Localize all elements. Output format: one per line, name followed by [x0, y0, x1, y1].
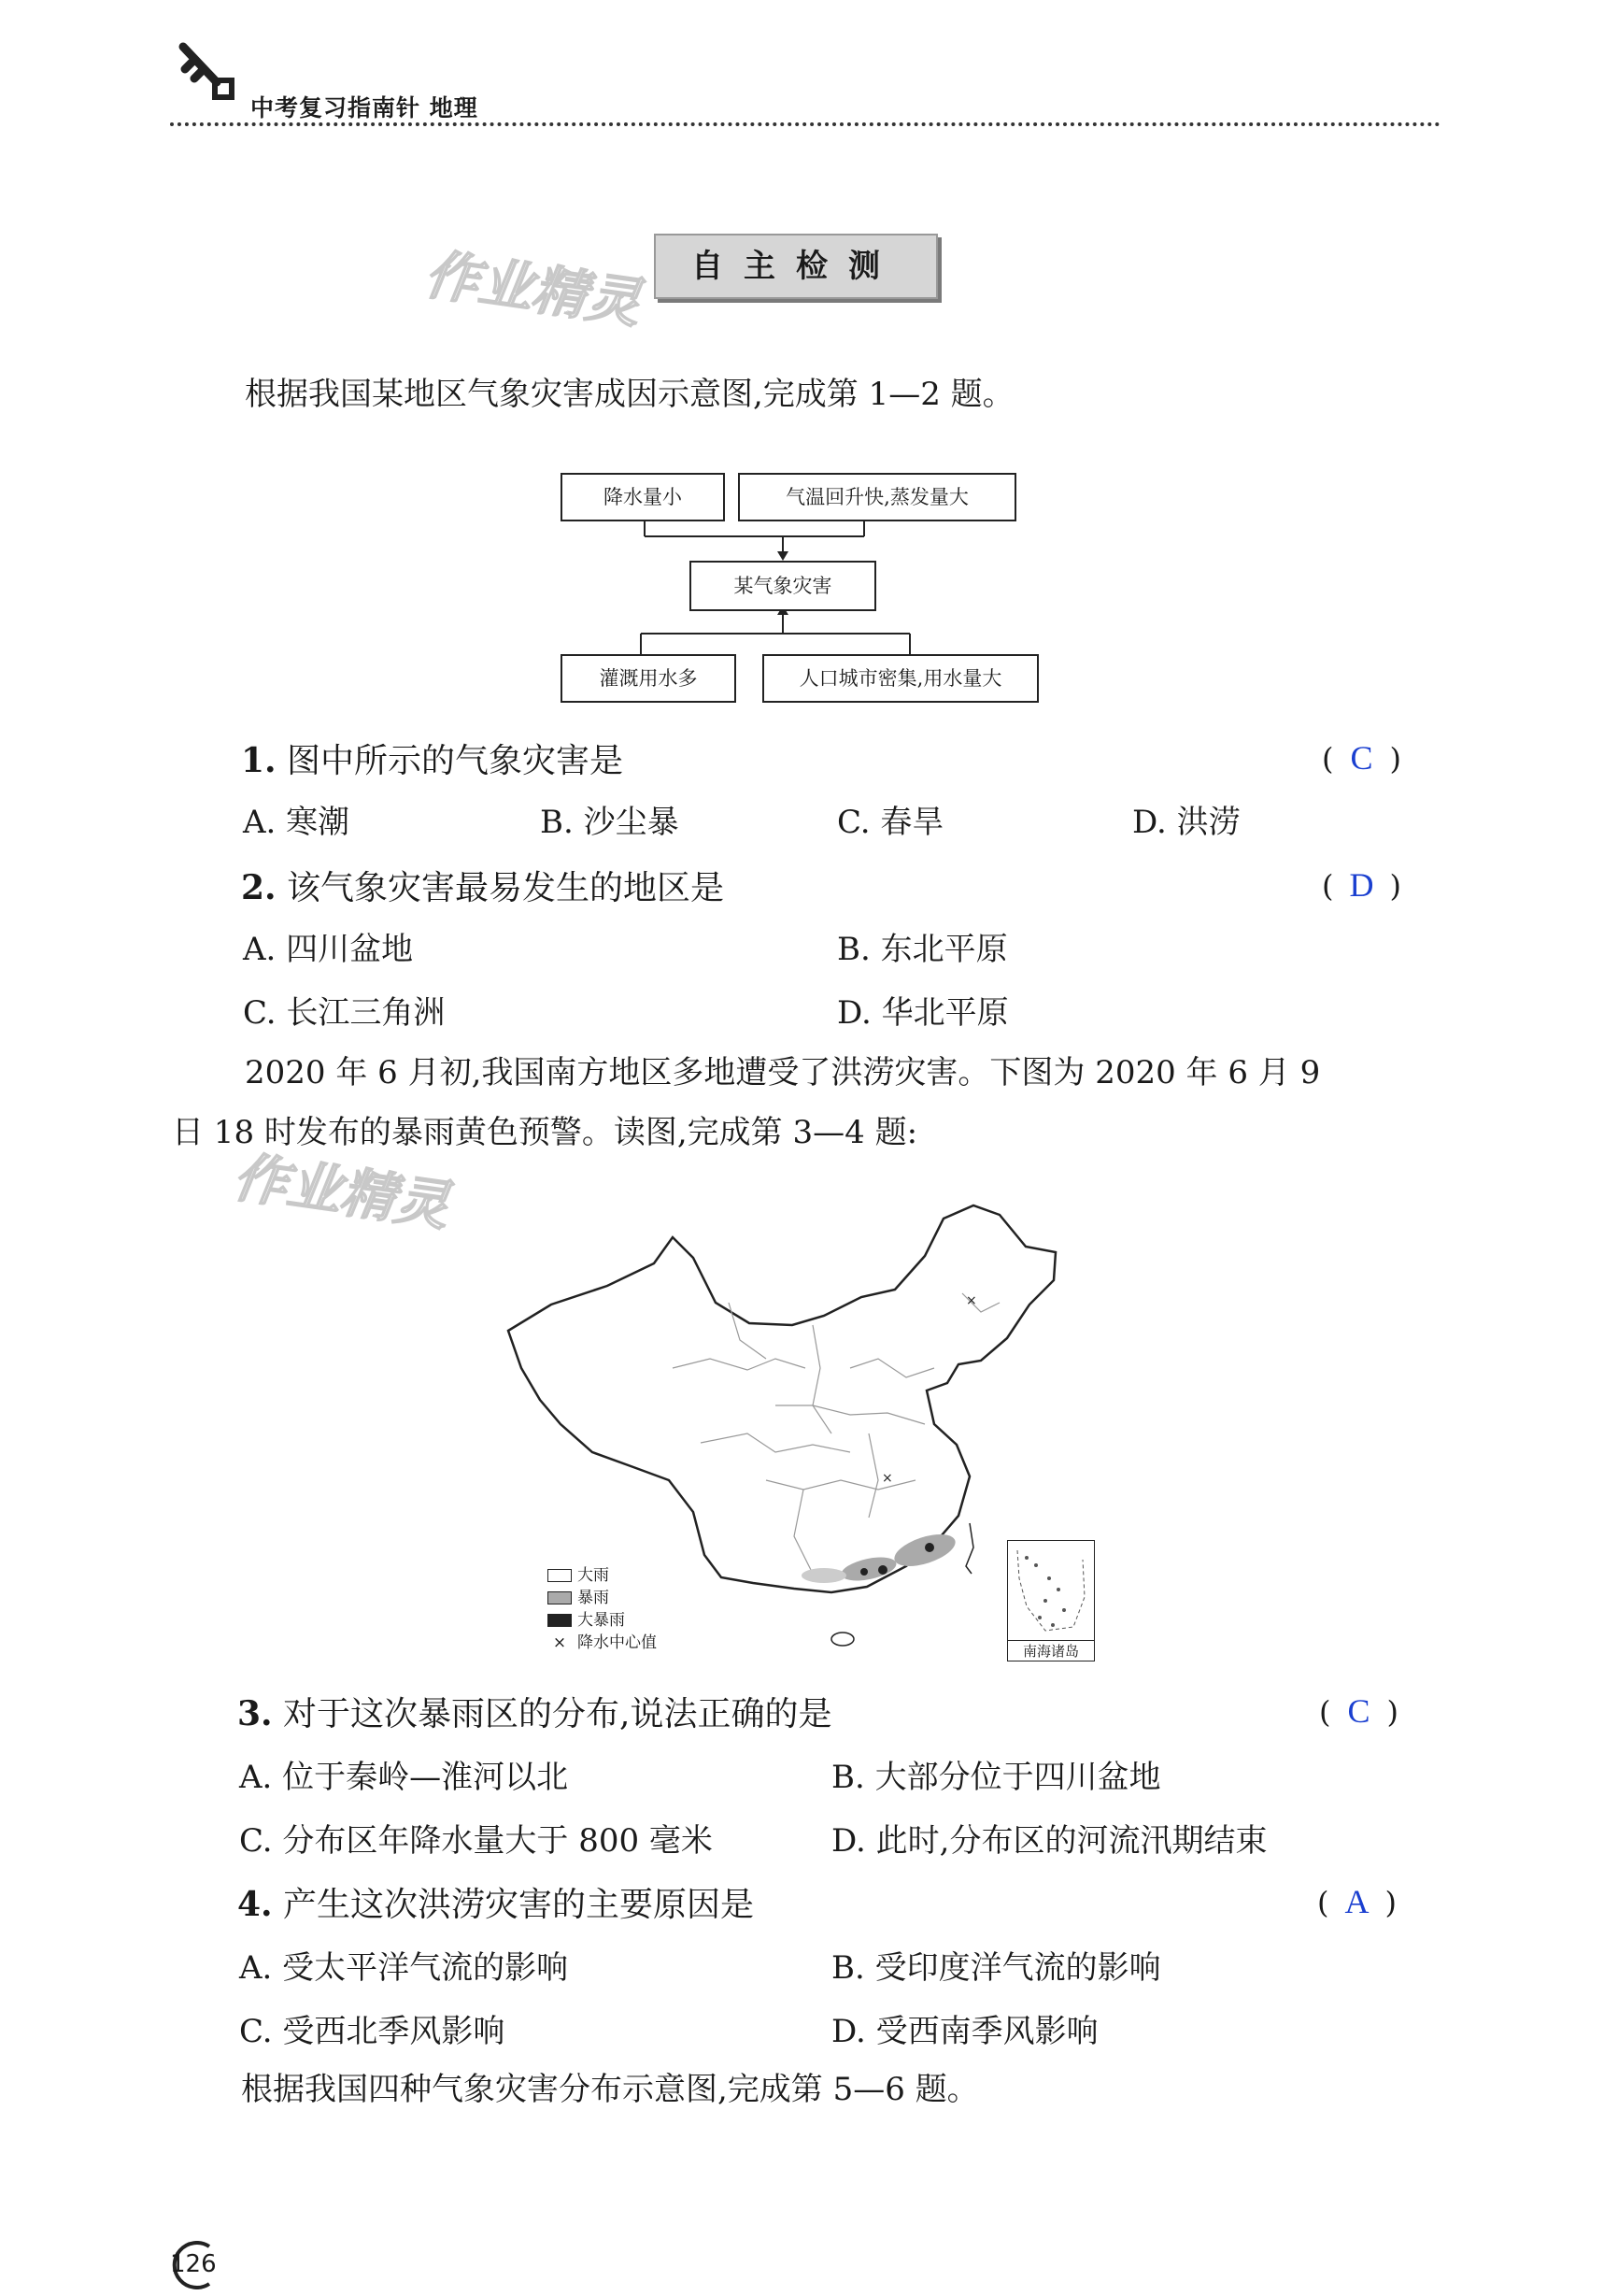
option-d: D. 受西南季风影响: [831, 2013, 1099, 2050]
page-number: 126: [170, 2250, 217, 2278]
header-title: 中考复习指南针 地理: [250, 94, 478, 121]
legend-item-heavy-rainstorm: 大暴雨: [547, 1609, 657, 1632]
option-b: B. 东北平原: [837, 931, 1008, 968]
option-a: A. 受太平洋气流的影响: [239, 1949, 569, 1987]
flow-box-irrigation: 灌溉用水多: [561, 654, 736, 703]
option-c: C. 长江三角洲: [243, 994, 446, 1032]
option-c: C. 受西北季风影响: [239, 2013, 505, 2050]
rainstorm-map: [495, 1200, 1121, 1667]
legend-swatch-gray: [547, 1591, 572, 1604]
header-divider: [170, 122, 1441, 126]
answer-letter: D: [1349, 866, 1374, 904]
flow-box-precipitation: 降水量小: [561, 473, 725, 521]
inset-label: 南海诸岛: [1008, 1640, 1094, 1661]
legend-item-center: × 降水中心值: [547, 1632, 657, 1654]
flow-box-population: 人口城市密集,用水量大: [762, 654, 1039, 703]
china-outline: [508, 1205, 1056, 1592]
option-b: B. 受印度洋气流的影响: [831, 1949, 1161, 1987]
option-d: D. 华北平原: [837, 994, 1009, 1032]
option-b: B. 大部分位于四川盆地: [831, 1759, 1161, 1796]
question-number: 1.: [241, 741, 277, 780]
question-number: 4.: [237, 1885, 273, 1924]
option-d: D. 洪涝: [1132, 804, 1241, 841]
question-2: [241, 862, 724, 909]
question-1: [241, 734, 623, 782]
answer-bracket: ( D ): [1322, 866, 1401, 904]
legend-swatch-white: [547, 1569, 572, 1582]
intro-text-1: 根据我国某地区气象灾害成因示意图,完成第 1—2 题。: [245, 376, 1015, 413]
answer-letter: C: [1350, 739, 1373, 777]
intro-text-2-line-1: 2020 年 6 月初,我国南方地区多地遭受了洪涝灾害。下图为 2020 年 6 月 9: [245, 1054, 1321, 1091]
answer-bracket: ( C ): [1322, 739, 1401, 777]
section-title: 自主检测: [654, 234, 938, 299]
answer-bracket: ( A ): [1317, 1883, 1397, 1920]
watermark: 作业精灵: [229, 1145, 453, 1238]
cross-icon: ×: [552, 1633, 567, 1652]
option-b: B. 沙尘暴: [540, 804, 679, 841]
intro-text-3: 根据我国四种气象灾害分布示意图,完成第 5—6 题。: [241, 2071, 979, 2108]
question-stem: 产生这次洪涝灾害的主要原因是: [283, 1886, 755, 1924]
flowchart: [561, 465, 1039, 705]
answer-letter: C: [1347, 1692, 1370, 1730]
page-number-badge: [159, 2241, 230, 2289]
legend-item-rainstorm: 暴雨: [547, 1587, 657, 1609]
question-number: 2.: [241, 868, 277, 907]
option-c: C. 分布区年降水量大于 800 毫米: [239, 1822, 713, 1860]
option-a: A. 位于秦岭—淮河以北: [239, 1759, 569, 1796]
option-d: D. 此时,分布区的河流汛期结束: [831, 1822, 1268, 1860]
south-china-sea-inset: [1007, 1540, 1095, 1661]
question-stem: 该气象灾害最易发生的地区是: [287, 869, 725, 907]
flow-box-disaster: 某气象灾害: [689, 561, 876, 611]
svg-text:×: ×: [966, 1293, 977, 1308]
legend-swatch-black: [547, 1614, 572, 1627]
question-4: [237, 1878, 754, 1926]
intro-text-2-line-2: 日 18 时发布的暴雨黄色预警。读图,完成第 3—4 题:: [172, 1114, 918, 1151]
map-legend: [547, 1564, 657, 1654]
key-icon: [174, 36, 241, 110]
legend-item-heavy-rain: 大雨: [547, 1564, 657, 1587]
question-stem: 图中所示的气象灾害是: [287, 742, 624, 780]
watermark: 作业精灵: [420, 242, 645, 335]
option-c: C. 春旱: [837, 804, 944, 841]
answer-letter: A: [1344, 1883, 1370, 1920]
question-stem: 对于这次暴雨区的分布,说法正确的是: [283, 1695, 832, 1733]
svg-text:×: ×: [882, 1471, 893, 1486]
question-3: [237, 1688, 832, 1735]
option-a: A. 寒潮: [243, 804, 350, 841]
flow-box-temperature: 气温回升快,蒸发量大: [738, 473, 1016, 521]
question-number: 3.: [237, 1694, 273, 1733]
answer-bracket: ( C ): [1319, 1692, 1398, 1730]
option-a: A. 四川盆地: [243, 931, 414, 968]
